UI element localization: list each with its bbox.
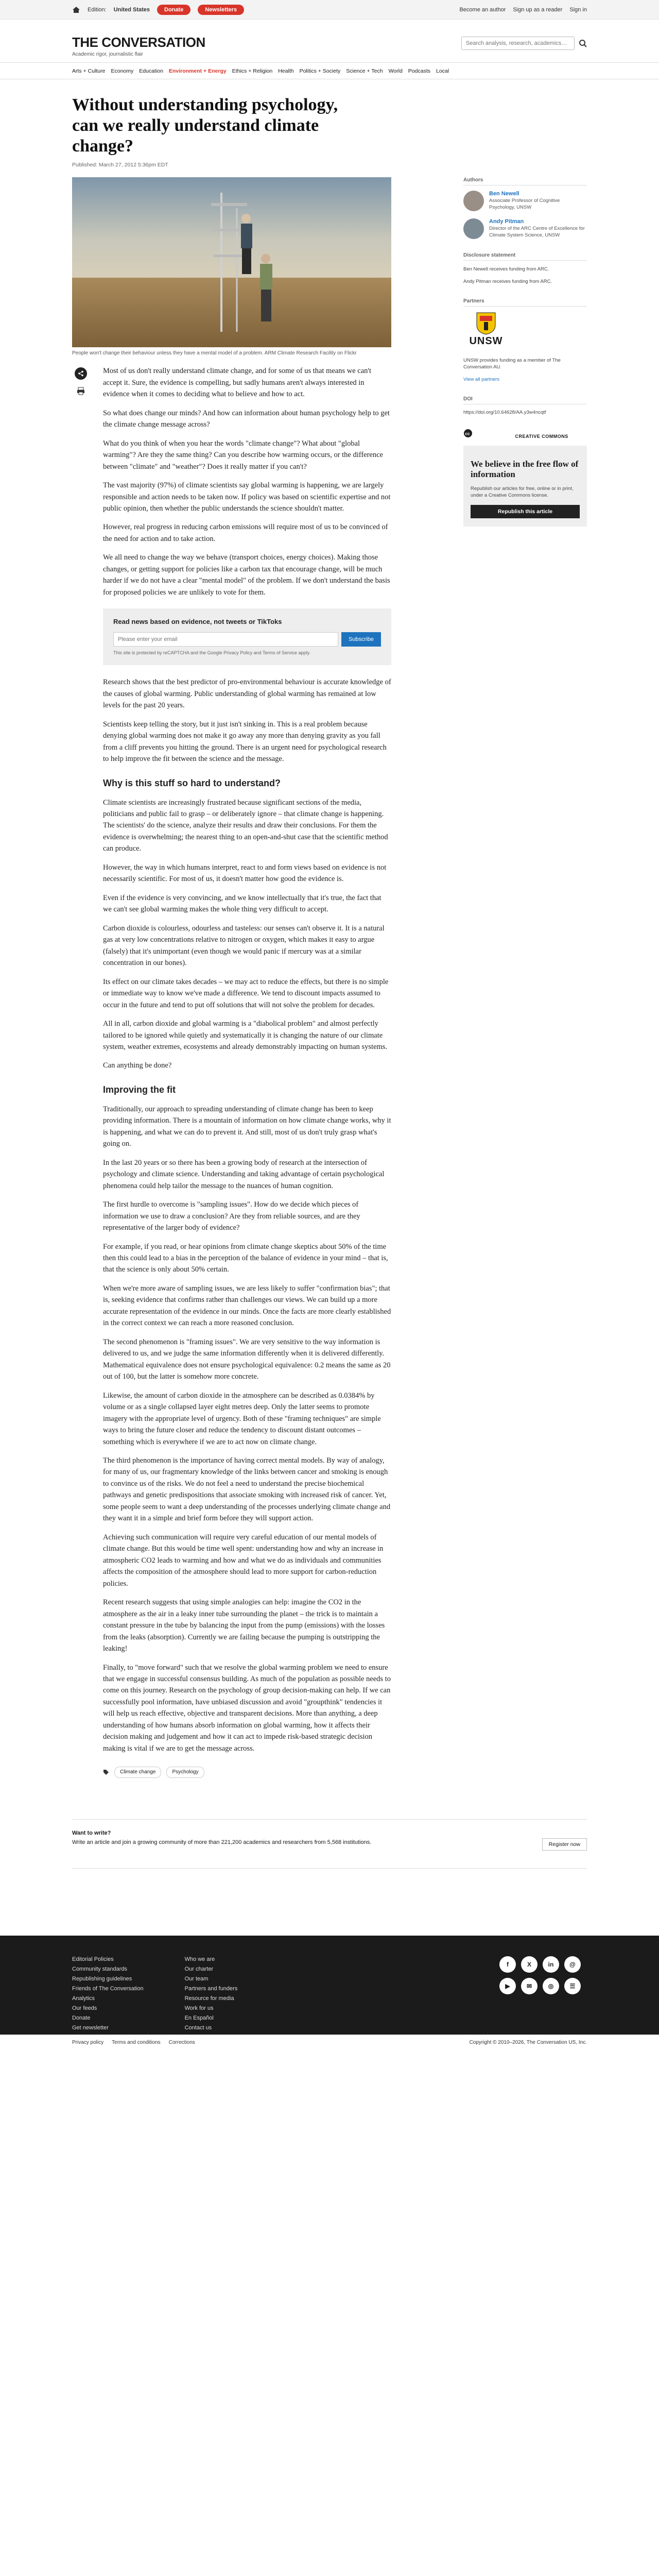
article-paragraph: Achieving such communication will require very careful education of our mental models of climate change. But this would be time well spent: understanding how and why an increase in atmospheric CO2 leads to warming and how and what we do as individuals and communities affects the composition of the atmosphere should lead to more support for carbon-reduction policies.: [103, 1533, 384, 1588]
hero-photo-illustration: [72, 177, 391, 347]
article-paragraph: We all need to change the way we behave (transport choices, energy choices). Making those changes, or getting support for policies like a carbon tax that encourage change, will be much harder if we do not have a clear "mental model" of the problem. If we don't understand the basis for proposed policies we are unlikely to vote for them.: [103, 553, 390, 597]
hero-image: [72, 177, 391, 347]
footer-link[interactable]: Who we are: [184, 1956, 215, 1962]
partner-name: UNSW: [469, 335, 503, 347]
section-heading: Why is this stuff so hard to understand?: [103, 777, 281, 788]
article-paragraph: However, real progress in reducing carbon emissions will require most of us to be convinced of the need for action and to take action.: [103, 523, 388, 543]
partners-label: Partners: [463, 298, 587, 307]
footer-link[interactable]: Community standards: [72, 1965, 127, 1972]
share-button[interactable]: [75, 367, 87, 380]
footer-column: [72, 1956, 144, 2035]
search-input[interactable]: [461, 37, 575, 50]
share-rail: [72, 365, 90, 1798]
footer-link[interactable]: Analytics: [72, 1995, 95, 2002]
edition-label: Edition:: [88, 6, 107, 13]
doi-label: DOI: [463, 396, 587, 404]
author-role: Associate Professor of Cognitive Psychology, UNSW: [489, 198, 560, 210]
article-paragraph: Can anything be done?: [103, 1061, 172, 1070]
footer-column: [185, 1956, 238, 2035]
share-icon: [78, 370, 84, 377]
social-links: [499, 1956, 587, 1994]
author-name[interactable]: Andy Pitman: [489, 218, 524, 225]
republish-box: [463, 446, 587, 527]
avatar: [463, 218, 484, 239]
signup-reader-link[interactable]: Sign up as a reader: [513, 6, 563, 13]
corrections-link[interactable]: Corrections: [168, 2039, 195, 2045]
article-paragraph: Carbon dioxide is colourless, odourless and tasteless: our senses can't observe it. It is a natural gas at very low concentrations relative to nitrogen or oxygen, which makes it easy to argue (falsely) that it's unimportant (even though we would panic if mercury was at a similar concentration in our bones).: [103, 924, 385, 968]
masthead: [0, 20, 659, 63]
creative-commons-label: CREATIVE COMMONS: [515, 433, 568, 439]
republish-heading: We believe in the free flow of information: [471, 459, 579, 480]
disclosure-text: Ben Newell receives funding from ARC.: [463, 266, 549, 273]
facebook-icon[interactable]: f: [499, 1956, 516, 1973]
image-caption: People won't change their behaviour unless they have a mental model of a problem. ARM Climate Research Facility on Flickr: [72, 350, 357, 357]
article-title: Without understanding psychology, can we really understand climate change?: [72, 95, 338, 156]
article-paragraph: Finally, to "move forward" such that we resolve the global warming problem we need to ensure that we engage in successful consensus building. As much of the population as possible needs to come on this journey. Research on the psychology of group decision-making can help. If we can successfully pool information, have unbiased discussion and avoid "groupthink" tendencies it will help us reach effective, objective and transparent decisions. More than anything, a deep understanding of how humans absorb information on global warming, how it affects their decision making and judgement and how it can act to impede risk-based strategic decision making is vital if we are to get the message across.: [103, 1663, 391, 1753]
newsletter-signup: [103, 608, 391, 665]
authors-label: Authors: [463, 177, 587, 185]
tag-item[interactable]: Climate change: [114, 1767, 161, 1778]
signup-heading: Read news based on evidence, not tweets or TikToks: [113, 618, 282, 626]
search-bar: [461, 37, 587, 50]
article-body: [103, 365, 391, 1798]
newsletters-button[interactable]: Newsletters: [198, 5, 244, 15]
article-paragraph: The second phenomenon is "framing issues". We are very sensitive to the way information is delivered to us, and we judge the same information differently when it is delivered differently. Mathematical equivalence does not ensure psychological equivalence: 0.2 means the same as 20 out of 100, but the latter is somehow more concrete.: [103, 1337, 391, 1381]
footer-link[interactable]: En Español: [184, 2014, 214, 2021]
donate-button[interactable]: Donate: [157, 5, 190, 15]
partner-logo[interactable]: [463, 312, 509, 352]
disclosure-label: Disclosure statement: [463, 252, 587, 261]
rss-icon[interactable]: ☰: [564, 1978, 581, 1994]
copyright-text: Copyright © 2010–2026, The Conversation US, Inc.: [469, 2039, 587, 2045]
avatar: [463, 191, 484, 211]
footer-link[interactable]: Friends of The Conversation: [72, 1985, 144, 1992]
view-partners-link[interactable]: View all partners: [463, 376, 500, 382]
category-nav: [0, 63, 659, 79]
youtube-icon[interactable]: ▶: [499, 1978, 516, 1994]
creative-commons-icon: [463, 429, 513, 438]
sign-in-link[interactable]: Sign in: [569, 6, 587, 13]
article-paragraph: For example, if you read, or hear opinions from climate change skeptics about 50% of the time then this could lead to a bias in the perception of the balance of evidence in your mind – that is, that the science is only about 50% certain.: [103, 1242, 388, 1274]
footer-link[interactable]: Donate: [72, 2014, 91, 2021]
tag-list: [103, 1767, 391, 1778]
article-paragraph: Scientists keep telling the story, but it just isn't sinking in. This is a real problem because denying global warming does not make it go away any more than denying gravity as you fall from a cliff prevents you hitting the ground. There is an urgent need for psychological research to help improve the fit between the science and the message.: [103, 720, 387, 764]
republish-button[interactable]: Republish this article: [471, 505, 580, 518]
nav-item[interactable]: Arts + Culture: [72, 67, 106, 74]
article-paragraph: Even if the evidence is very convincing, and we know intellectually that it's true, the fact that we can't see global warming makes the whole thing very difficult to accept.: [103, 893, 381, 914]
footer-link[interactable]: Contact us: [184, 2024, 212, 2031]
creative-commons-badge: [463, 429, 587, 440]
disclosure-text: Andy Pitman receives funding from ARC.: [463, 278, 552, 284]
footer-link[interactable]: Resource for media: [184, 1995, 234, 2002]
article-paragraph: Recent research suggests that using simple analogies can help: imagine the CO2 in the atmosphere as the air in a leaky inner tube surrounding the planet – the trick is to maintain a constant pressure in the tube by balancing the input from the pump (emissions) with the losses from the leaks (absorption). Currently we are failing because the pumping is outstripping the leaking!: [103, 1598, 385, 1653]
tag-icon: [103, 1769, 109, 1775]
article-paragraph: Research shows that the best predictor of pro-environmental behaviour is accurate knowledge of the causes of global warming. Public understanding of global warming has remained at low levels for the past 20 years.: [103, 678, 391, 710]
edition-selector[interactable]: United States: [113, 6, 150, 13]
author-role: Director of the ARC Centre of Excellence for Climate System Science, UNSW: [489, 226, 585, 238]
privacy-link[interactable]: Privacy policy: [72, 2039, 104, 2045]
nav-item[interactable]: Ethics + Religion: [232, 67, 273, 74]
x-icon[interactable]: X: [521, 1956, 537, 1973]
article-paragraph: The first hurdle to overcome is "sampling issues". How do we decide which pieces of information we use to draw a conclusion? Are they from reliable sources, and are they representative of the larger body of evidence?: [103, 1200, 360, 1232]
article-paragraph: The vast majority (97%) of climate scientists say global warming is happening, we are largely responsible and action needs to be taken now. If policy was based on scientific expertise and not public opinion, then whether the public understands the science shouldn't matter.: [103, 481, 391, 513]
footer-link[interactable]: Get newsletter: [72, 2024, 109, 2031]
doi-link[interactable]: https://doi.org/10.64628/AA.y3w4ncqtf: [463, 409, 546, 415]
footer-link[interactable]: Republishing guidelines: [72, 1975, 132, 1982]
republish-text: Republish our articles for free, online or in print, under a Creative Commons license.: [471, 485, 574, 498]
partner-text: UNSW provides funding as a member of The Conversation AU.: [463, 357, 561, 370]
legal-bar: [0, 2035, 659, 2050]
article-paragraph: Likewise, the amount of carbon dioxide in the atmosphere can be described as 0.0384% by volume or as a single collapsed layer eight metres deep. Only the latter seems to promote imagery with the appropriate level of urgency. Both of these "framing techniques" are simple ways to bring the future closer and reduce the tendency to discount distant outcomes – something which is everywhere if we are to act now on climate change.: [103, 1391, 381, 1446]
site-footer: [0, 1936, 659, 2035]
write-heading: Want to write?: [72, 1829, 111, 1836]
linkedin-icon[interactable]: in: [543, 1956, 559, 1973]
svg-text:cc: cc: [465, 431, 470, 436]
article-paragraph: What do you think of when you hear the words "climate change"? What about "global warming"? Are they the same thing? Can you describe how warming occurs, or the difference between "climate" and "weather"? Does it really matter if you can't?: [103, 439, 383, 471]
nav-item[interactable]: Economy: [111, 67, 134, 74]
article-paragraph: However, the way in which humans interpret, react to and form views based on evidence is not necessarily scientific. For most of us, it doesn't matter how good the evidence is.: [103, 863, 387, 884]
footer-link[interactable]: Work for us: [184, 2005, 214, 2011]
become-author-link[interactable]: Become an author: [459, 6, 506, 13]
logo-tagline: Academic rigor, journalistic flair: [72, 52, 143, 57]
logo-wordmark: THE CONVERSATION: [72, 35, 205, 50]
nav-item[interactable]: World: [388, 67, 403, 74]
terms-link[interactable]: Terms and conditions: [112, 2039, 161, 2045]
nav-item[interactable]: Local: [436, 67, 449, 74]
author-name[interactable]: Ben Newell: [489, 191, 519, 197]
site-logo[interactable]: [72, 35, 205, 57]
article-paragraph: In the last 20 years or so there has been a growing body of research at the intersection of psychology and climate science. Understanding and taking advantage of certain psychological phenomena could help tailor the message to the nuances of human cognition.: [103, 1158, 385, 1190]
mastodon-icon[interactable]: @: [564, 1956, 581, 1973]
footer-link[interactable]: Our team: [184, 1975, 209, 1982]
print-icon[interactable]: [77, 387, 85, 395]
article-paragraph: Traditionally, our approach to spreading understanding of climate change has been to keep providing information. There is a mountain of information on how climate change works, why it is happening, and what we can do to prevent it. And still, most of us don't truly grasp what's going on.: [103, 1105, 391, 1148]
author-card[interactable]: [463, 191, 587, 211]
article-paragraph: When we're more aware of sampling issues, we are less likely to suffer "confirmation bias"; that is, seeking evidence that confirms rather than challenges our views. We can build up a more accurate representation of the evidence in our minds. Once the facts are more clearly established in the correct context we can reach a more reasoned conclusion.: [103, 1284, 391, 1328]
nav-item[interactable]: Environment + Energy: [168, 67, 227, 74]
section-heading: Improving the fit: [103, 1084, 176, 1095]
nav-item[interactable]: Science + Tech: [346, 67, 383, 74]
sidebar: [463, 177, 587, 1798]
register-button[interactable]: Register now: [542, 1838, 587, 1851]
footer-link[interactable]: Our feeds: [72, 2005, 97, 2011]
article-paragraph: Climate scientists are increasingly frustrated because significant sections of the media, politicians and public fail to grasp – or deliberately ignore – that climate change is happening. The scientists' do the science, analyze their results and draw their conclusions. For them the evidence is overwhelming; the nearest thing to an open-and-shut case that the scientific method can produce.: [103, 798, 388, 853]
article-paragraph: The third phenomenon is the importance of having correct mental models. By way of analogy, for many of us, our fragmentary knowledge of the links between cancer and smoking is enough to convince us of the risks. We do not feel a need to understand the precise biochemical pathways and genetic predispositions that associate smoking with increased risk of cancer. Yet, some people seem to want a deep understanding of the processes underlying climate change and they want it in a simple and brief form before they will support action.: [103, 1456, 391, 1523]
email-icon[interactable]: ✉: [521, 1978, 537, 1994]
recaptcha-notice: This site is protected by reCAPTCHA and the Google Privacy Policy and Terms of Service apply.: [113, 650, 310, 656]
write-text: Write an article and join a growing community of more than 221,200 academics and researchers from 5,568 institutions.: [72, 1839, 372, 1845]
unsw-crest-icon: [476, 312, 496, 335]
nav-item[interactable]: Education: [139, 67, 163, 74]
author-card[interactable]: [463, 218, 587, 239]
article-paragraph: Its effect on our climate takes decades – we may act to reduce the effects, but there is no simple or immediate way to know we've made a difference. We tend to discount impacts assumed to occur in the future and tend to put off solutions that will not solve the problem for decades.: [103, 977, 389, 1009]
tag-item[interactable]: Psychology: [166, 1767, 204, 1778]
article-paragraph: So what does change our minds? And how can information about human psychology help to get the climate change message across?: [103, 409, 390, 429]
nav-item[interactable]: Politics + Society: [299, 67, 341, 74]
top-utility-bar: [0, 0, 659, 20]
search-icon[interactable]: [579, 39, 587, 47]
footer-link[interactable]: Editorial Policies: [72, 1956, 114, 1962]
article-paragraph: Most of us don't really understand climate change, and for some of us that means we can't accept it. Sure, the evidence is compelling, but sadly humans aren't always interested in evidence when it comes to deciding what to believe and how to act.: [103, 367, 372, 399]
write-cta: [72, 1819, 587, 1869]
instagram-icon[interactable]: ◎: [543, 1978, 559, 1994]
email-field[interactable]: [113, 632, 338, 647]
subscribe-button[interactable]: Subscribe: [341, 632, 381, 647]
home-icon[interactable]: [72, 6, 80, 13]
article-paragraph: All in all, carbon dioxide and global warming is a "diabolical problem" and almost perfectly tailored to be ignored while quietly and systematically it is changing the nature of our climate system, weather extremes, ecosystems and already demonstrably impacting on human systems.: [103, 1020, 388, 1051]
published-date: Published: March 27, 2012 5:36pm EDT: [72, 162, 168, 168]
footer-link[interactable]: Our charter: [184, 1965, 214, 1972]
nav-item[interactable]: Podcasts: [408, 67, 430, 74]
footer-link[interactable]: Partners and funders: [184, 1985, 238, 1992]
nav-item[interactable]: Health: [278, 67, 294, 74]
